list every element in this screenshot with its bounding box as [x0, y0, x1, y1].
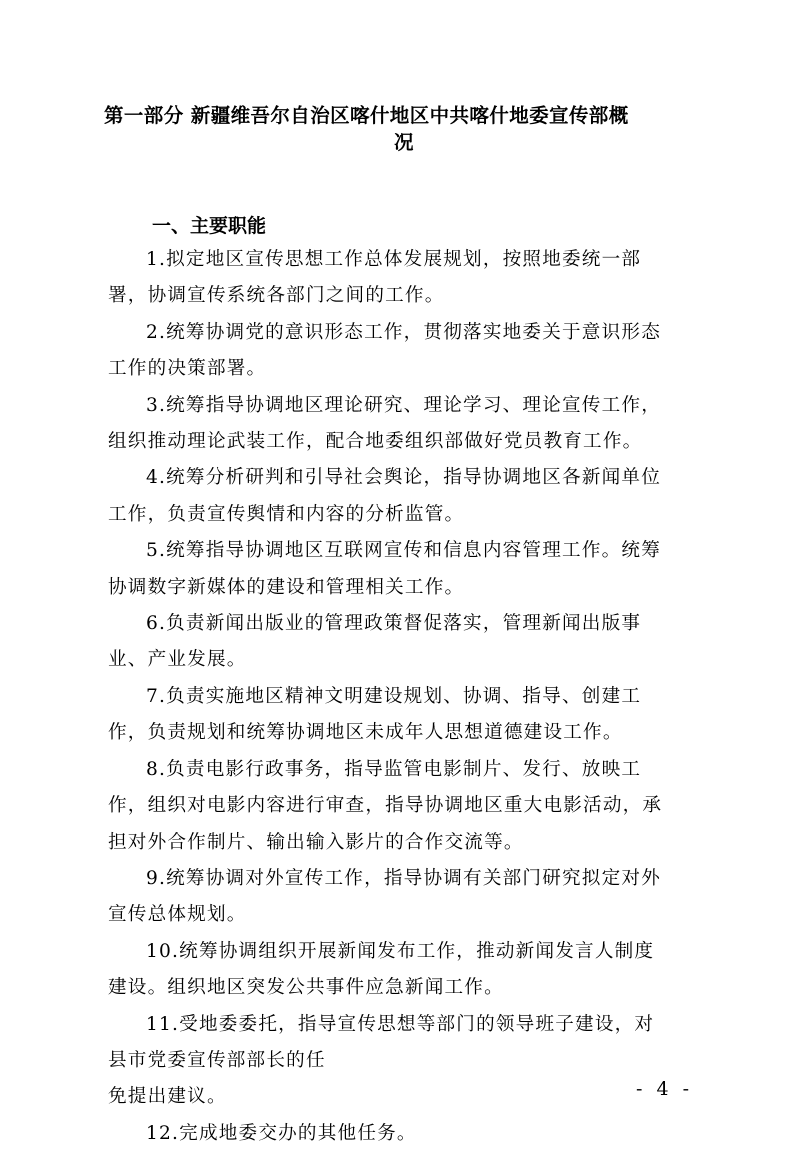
duty-item-4: 4.统筹分析研判和引导社会舆论，指导协调地区各新闻单位 工作，负责宣传舆情和内容的分析监管。: [108, 467, 661, 525]
page-number: - 4 -: [636, 1078, 694, 1100]
document-title: [104, 102, 704, 156]
title-line-1: 第一部分 新疆维吾尔自治区喀什地区中共喀什地委宣传部概: [104, 104, 629, 127]
duty-item-2: 2.统筹协调党的意识形态工作，贯彻落实地委关于意识形态 工作的决策部署。: [108, 321, 661, 380]
duty-item-11: 11.受地委委托，指导宣传思想等部门的领导班子建设，对 县市党委宣传部部长的任 免提出建议。: [108, 1013, 655, 1108]
duty-item-3: 3.统筹指导协调地区理论研究、理论学习、理论宣传工作， 组织推动理论武装工作，配合地委组织部做好党员教育工作。: [108, 394, 661, 453]
duty-item-6: 6.负责新闻出版业的管理政策督促落实，管理新闻出版事 业、产业发展。: [108, 613, 642, 671]
section-heading: 一、主要职能: [152, 215, 267, 237]
duties-list: [108, 242, 708, 1152]
duty-item-8: 8.负责电影行政事务，指导监管电影制片、发行、放映工 作，组织对电影内容进行审查，指导协调地区重大电影活动，承 担对外合作制片、输出输入影片的合作交流等。: [108, 758, 663, 853]
title-line-2: 况: [394, 131, 414, 154]
duty-item-1: 1.拟定地区宣传思想工作总体发展规划，按照地委统一部 署，协调宣传系统各部门之间的工作。: [108, 249, 642, 307]
duty-item-10: 10.统筹协调组织开展新闻发布工作，推动新闻发言人制度 建设。组织地区突发公共事件应急新闻工作。: [108, 940, 655, 999]
duty-item-7: 7.负责实施地区精神文明建设规划、协调、指导、创建工 作，负责规划和统筹协调地区未成年人思想道德建设工作。: [108, 685, 642, 744]
duty-item-5: 5.统筹指导协调地区互联网宣传和信息内容管理工作。统筹 协调数字新媒体的建设和管理相关工作。: [108, 540, 661, 598]
duty-item-12: 12.完成地委交办的其他任务。: [146, 1122, 417, 1144]
duty-item-9: 9.统筹协调对外宣传工作，指导协调有关部门研究拟定对外 宣传总体规划。: [108, 867, 661, 926]
